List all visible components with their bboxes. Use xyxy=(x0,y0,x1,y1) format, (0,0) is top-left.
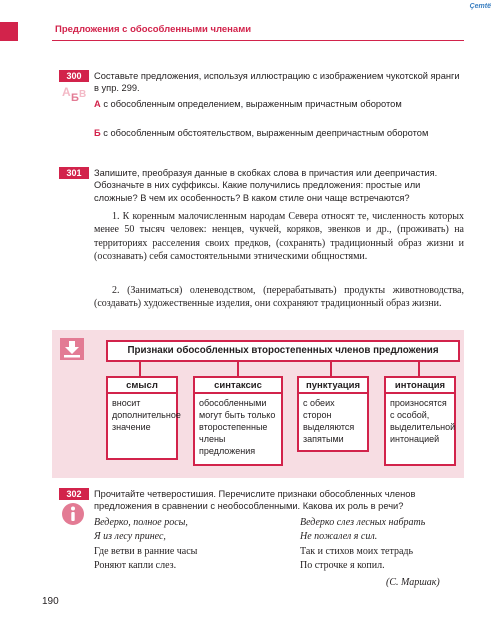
exercise-300-item-a xyxy=(94,98,464,110)
column-body-punctuation: с обеих сторон выделяются запятыми xyxy=(297,392,369,452)
item-text: с обособленным определением, выраженным причастным оборотом xyxy=(103,99,402,109)
column-head-syntax: синтаксис xyxy=(193,376,283,396)
connector xyxy=(330,361,332,376)
diagram-title: Признаки обособленных второстепенных членов предложения xyxy=(106,340,460,362)
download-icon xyxy=(60,338,84,360)
exercise-300-item-b xyxy=(94,127,464,139)
poem-line: Ведерко, полное росы, xyxy=(94,517,188,528)
poem-line: Я из лесу принес, xyxy=(94,531,166,543)
connector xyxy=(139,361,141,376)
top-margin xyxy=(0,0,460,22)
svg-text:А: А xyxy=(62,85,71,99)
item-letter: Б xyxy=(94,128,101,138)
exercise-number-300: 300 xyxy=(59,70,89,82)
poem-left xyxy=(94,516,274,574)
item-text: с обособленным обстоятельством, выраженным деепричастным оборотом xyxy=(103,128,429,138)
item-letter: А xyxy=(94,99,101,109)
exercise-number-301: 301 xyxy=(59,167,89,179)
column-head-meaning: смысл xyxy=(106,376,178,396)
exercise-301-sentence-2: 2. (Заниматься) оленеводством, (перерабатывать) продукты животноводства, (создавать) художественные изделия, они сохраняют традиционный образ жизни. xyxy=(94,285,464,310)
column-head-intonation: интонация xyxy=(384,376,456,396)
connector xyxy=(237,361,239,376)
page-number: 190 xyxy=(42,596,59,607)
svg-text:Б: Б xyxy=(71,92,79,104)
publisher-logo: Çemtë xyxy=(469,3,491,10)
info-icon xyxy=(61,502,85,526)
poem-line: Так и стихов моих тетрадь xyxy=(300,545,414,557)
exercise-301-sentence-1: 1. К коренным малочисленным народам Севера относят те, численность которых менее 50 тысяч человек: ненцев, чукчей, коряков, эвенков и др., (проживать) на территориях расселения своих предков, (сохранять) традиционный образ жизни и (осознавать) себя самостоятельными этническими общностями. xyxy=(94,211,464,263)
poem-line: Где ветви в ранние часы xyxy=(94,545,198,557)
poem-line: Ведерко слез лесных набрать xyxy=(300,517,426,528)
column-body-meaning: вносит дополнительное значение xyxy=(106,392,178,460)
exercise-number-302: 302 xyxy=(59,488,89,500)
running-title: Предложения с обособленными членами xyxy=(55,24,252,35)
column-body-intonation: произносятся с особой, выделительной интонацией xyxy=(384,392,456,466)
poem-line: Роняют капли слез. xyxy=(94,560,177,572)
poem-line: Не пожалел я сил. xyxy=(300,531,378,543)
svg-text:В: В xyxy=(79,89,87,100)
exercise-301-task: Запишите, преобразуя данные в скобках слова в причастия или деепричастия. Обозначьте в них суффиксы. Какие получились предложения: простые или сложные? В чем их особенность? В каком стиле они чаще встречаются? xyxy=(94,168,438,203)
poem-line: По строчке я копил. xyxy=(300,560,385,572)
poem-right xyxy=(300,516,470,574)
header-band xyxy=(0,22,18,41)
connector xyxy=(418,361,420,376)
exercise-300-task: Составьте предложения, используя иллюстрацию с изображением чукотской яранги в упр. 299. xyxy=(94,71,460,94)
exercise-302-task: Прочитайте четверостишия. Перечислите признаки обособленных членов предложения в сравнении с необособленными. Какова их роль в речи? xyxy=(94,489,416,512)
header-rule xyxy=(52,40,464,41)
column-body-syntax: обособленными могут быть только второстепенные члены предложения xyxy=(193,392,283,466)
abc-icon xyxy=(60,84,88,104)
column-head-punctuation: пунктуация xyxy=(297,376,369,396)
poem-author: (С. Маршак) xyxy=(386,577,440,588)
